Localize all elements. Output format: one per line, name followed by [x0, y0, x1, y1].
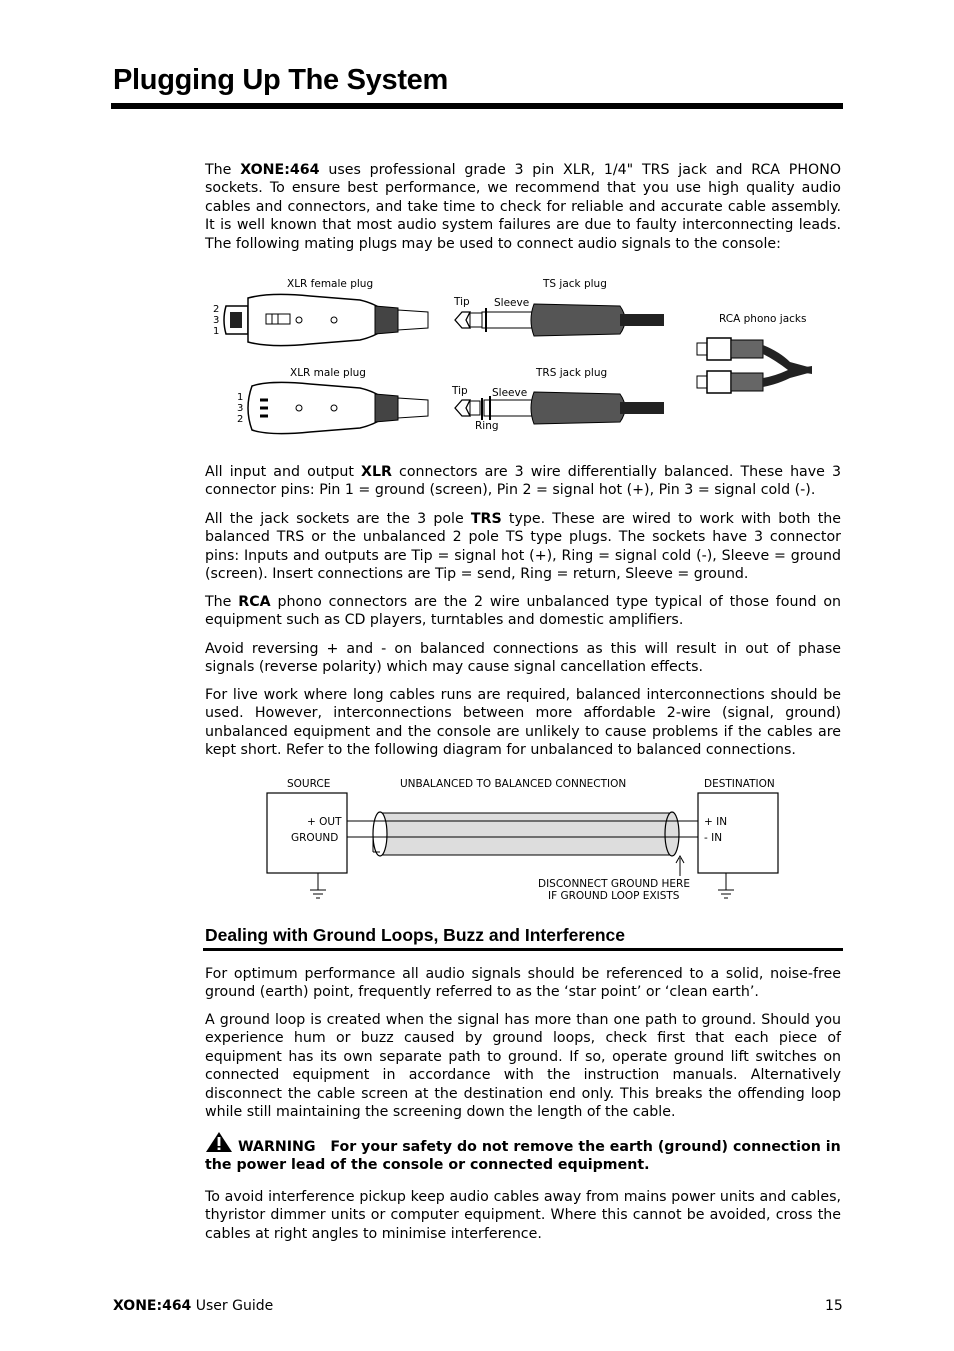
disconnect-note-line2: IF GROUND LOOP EXISTS [548, 890, 680, 902]
trs-text-pre: All the jack sockets are the 3 pole [205, 511, 471, 527]
trs-text-post: type. These are wired to work with both the balanced TRS or the unbalanced 2 pole TS type plugs. The sockets have 3 connector pins: Inputs and outputs are Tip = signal hot (+), Ring = signal cold (-), Sleeve = ground (screen). Insert connections are Tip = send, Ring = return, Sleeve = ground. [205, 511, 842, 583]
interference-paragraph: To avoid interference pickup keep audio cables away from mains power units and cables, thyristor dimmer units or computer equipment. Where this cannot be avoided, cross the cables at right angles to minimise interference. [205, 1189, 841, 1242]
cable-screen [378, 813, 674, 855]
plugs-diagram [200, 270, 830, 440]
live-work-paragraph: For live work where long cables runs are required, balanced interconnections should be used. However, interconnections between more affordable 2-wire (signal, ground) unbalanced equipment and the console are unlikely to cause problems if the cables are kept short. Refer to the following diagram for unbalanced to balanced connections. [205, 687, 841, 759]
trs-jack-plug [451, 367, 664, 432]
xlr-female-pin-1: 1 [213, 326, 220, 337]
footer-product: XONE:464 [113, 1298, 192, 1314]
connection-title: UNBALANCED TO BALANCED CONNECTION [400, 778, 627, 790]
page-number: 15 [825, 1298, 843, 1314]
xlr-male-pin-1: 1 [237, 392, 244, 403]
rca-bold: RCA [238, 594, 271, 610]
rca-text-pre: The [205, 594, 239, 610]
warning-paragraph [205, 1131, 841, 1175]
trs-bold: TRS [470, 511, 502, 527]
xlr-text-pre: All input and output [205, 464, 362, 480]
section-heading: Dealing with Ground Loops, Buzz and Interference [205, 925, 626, 945]
title-rule [111, 103, 843, 109]
ground-label: GROUND [291, 832, 339, 844]
in-plus-label: + IN [704, 816, 728, 828]
trs-paragraph [205, 510, 841, 584]
intro-text-post: uses professional grade 3 pin XLR, 1/4" TRS jack and RCA PHONO sockets. To ensure best performance, we recommend that you use high quality audio cables and connectors, and take time to check for reliable and accurate cable assembly. It is well known that most audio system failures are due to faulty interconnecting leads. The following mating plugs may be used to connect audio signals to the console: [205, 162, 841, 252]
disconnect-note-line1: DISCONNECT GROUND HERE [538, 878, 690, 890]
warning-icon [205, 1131, 233, 1153]
source-label: SOURCE [287, 778, 331, 790]
connection-diagram [260, 772, 790, 912]
trs-sleeve-label: Sleeve [492, 387, 528, 399]
xlr-male-plug [237, 367, 428, 434]
trs-tip-label: Tip [452, 385, 468, 397]
trs-jack-label: TRS jack plug [536, 367, 608, 379]
footer-title [113, 1298, 273, 1314]
xlr-female-pin-2: 2 [213, 304, 220, 315]
xlr-bold: XLR [361, 464, 392, 480]
page-title: Plugging Up The System [113, 64, 448, 96]
rca-phono-jacks [697, 313, 812, 393]
intro-product-name: XONE:464 [240, 162, 320, 178]
xlr-female-label: XLR female plug [287, 278, 374, 290]
intro-text-pre: The [205, 162, 241, 178]
warning-label: WARNING [237, 1139, 316, 1155]
footer-guide: User Guide [191, 1298, 274, 1314]
ts-jack-label: TS jack plug [543, 278, 607, 290]
trs-ring-label: Ring [475, 420, 499, 432]
in-minus-label: - IN [704, 832, 723, 844]
xlr-paragraph [205, 463, 841, 500]
warning-text: For your safety do not remove the earth (ground) connection in the power lead of the console or connected equipment. [205, 1139, 841, 1174]
section-rule [203, 948, 843, 951]
optimum-paragraph: For optimum performance all audio signals should be referenced to a solid, noise-free ground (earth) point, frequently referred to as the ‘star point’ or ‘clean earth’. [205, 966, 841, 1001]
rca-paragraph [205, 593, 841, 630]
rca-text-post: phono connectors are the 2 wire unbalanced type typical of those found on equipment such as CD players, turntables and domestic amplifiers. [205, 594, 841, 629]
ts-tip-label: Tip [454, 296, 470, 308]
xlr-male-pin-2: 2 [237, 414, 244, 425]
out-label: + OUT [307, 816, 342, 828]
xlr-text-post: connectors are 3 wire differentially balanced. These have 3 connector pins: Pin 1 = ground (screen), Pin 2 = signal hot (+), Pin 3 = signal cold (-). [205, 464, 842, 499]
xlr-male-label: XLR male plug [290, 367, 366, 379]
xlr-female-pin-3: 3 [213, 315, 220, 326]
destination-label: DESTINATION [704, 778, 775, 790]
rca-label: RCA phono jacks [719, 313, 807, 325]
reverse-polarity-paragraph: Avoid reversing + and - on balanced connections as this will result in out of phase signals (reverse polarity) which may cause signal cancellation effects. [205, 641, 841, 676]
ts-sleeve-label: Sleeve [494, 297, 530, 309]
intro-paragraph [205, 161, 841, 253]
xlr-female-plug [213, 278, 428, 346]
ts-jack-plug [453, 278, 664, 336]
ground-loop-paragraph: A ground loop is created when the signal has more than one path to ground. Should you experience hum or buzz caused by ground loops, check first that each piece of equipment has its own separate path to ground. If so, operate ground lift switches on connected equipment in accordance with the instruction manuals. Alternatively disconnect the cable screen at the destination end only. This breaks the offending loop while still maintaining the screening down the length of the cable. [205, 1012, 841, 1121]
xlr-male-pin-3: 3 [237, 403, 244, 414]
